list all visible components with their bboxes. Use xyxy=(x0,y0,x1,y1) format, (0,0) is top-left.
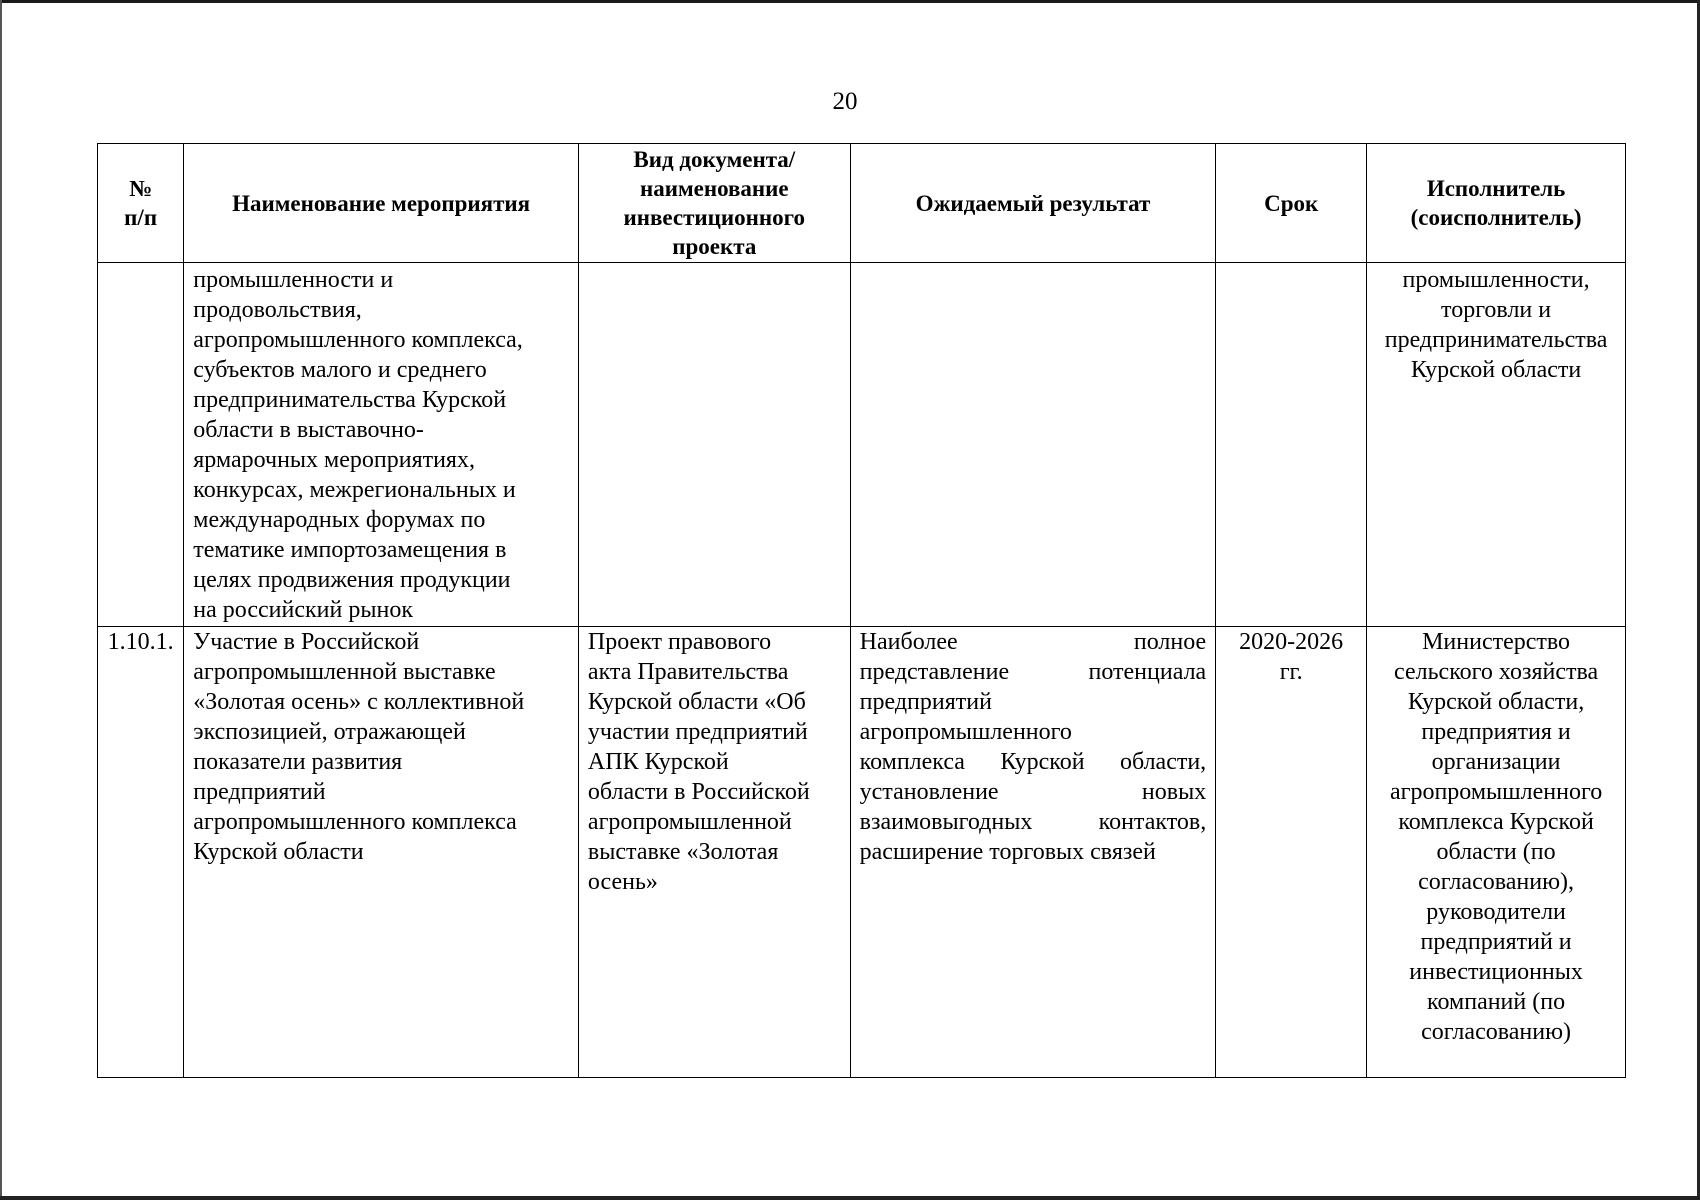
header-executor: Исполнитель (соисполнитель) xyxy=(1367,144,1626,263)
cell-expected-result xyxy=(850,263,1216,627)
table-header-row xyxy=(98,144,1626,263)
scan-border-bottom xyxy=(0,1196,1700,1200)
page-number: 20 xyxy=(832,88,858,115)
scan-border-left xyxy=(0,0,2,1200)
cell-event-name: промышленности и продовольствия, агропромышленного комплекса, субъектов малого и среднего предпринимательства Курской области в выставочно- ярмарочных мероприятиях, конкурсах, межрегиональных и международных форумах по тематике импортозамещения в целях продвижения продукции на российский рынок xyxy=(184,263,579,627)
header-document-type: Вид документа/ наименование инвестиционного проекта xyxy=(578,144,850,263)
action-plan-table xyxy=(97,143,1626,1078)
table-row xyxy=(98,627,1626,1078)
header-term: Срок xyxy=(1216,144,1367,263)
cell-term: 2020-2026 гг. xyxy=(1216,627,1367,1078)
cell-executor: Министерство сельского хозяйства Курской области, предприятия и организации агропромышленного комплекса Курской области (по согласованию), руководители предприятий и инвестиционных компаний (по согласованию) xyxy=(1367,627,1626,1078)
cell-executor: промышленности, торговли и предпринимательства Курской области xyxy=(1367,263,1626,627)
header-expected-result: Ожидаемый результат xyxy=(850,144,1216,263)
scan-border-top xyxy=(0,0,1700,3)
cell-number: 1.10.1. xyxy=(98,627,184,1078)
table-row xyxy=(98,263,1626,627)
cell-document-type xyxy=(578,263,850,627)
cell-event-name: Участие в Российской агропромышленной выставке «Золотая осень» с коллективной экспозицией, отражающей показатели развития предприятий агропромышленного комплекса Курской области xyxy=(184,627,579,1078)
header-event-name: Наименование мероприятия xyxy=(184,144,579,263)
cell-term xyxy=(1216,263,1367,627)
header-number: № п/п xyxy=(98,144,184,263)
cell-expected-result: Наиболее полное представление потенциала предприятий агропромышленного комплекса Курской области, установление новых взаимовыгодных контактов, расширение торговых связей xyxy=(850,627,1216,1078)
cell-number xyxy=(98,263,184,627)
cell-document-type: Проект правового акта Правительства Курской области «Об участии предприятий АПК Курской области в Российской агропромышленной выставке «Золотая осень» xyxy=(578,627,850,1078)
